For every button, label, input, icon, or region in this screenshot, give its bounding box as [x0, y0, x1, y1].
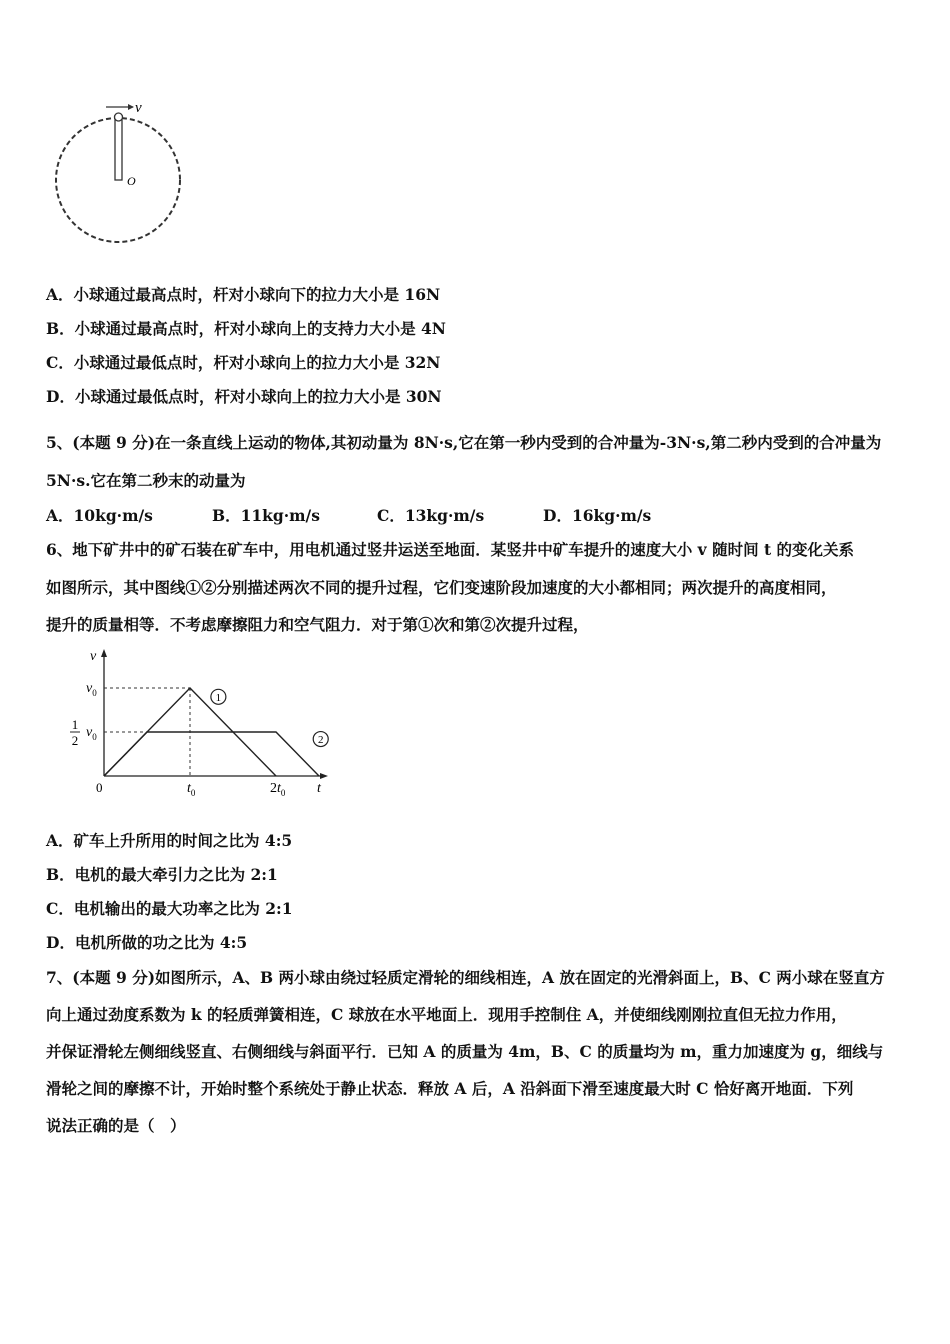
y-axis-arrowhead: [101, 649, 107, 657]
q4-option-a: A．小球通过最高点时，杆对小球向下的拉力大小是 16N: [46, 285, 441, 304]
x-axis-arrowhead: [320, 773, 328, 779]
series-line-2: [104, 732, 319, 776]
velocity-label: v: [135, 100, 142, 116]
half-numerator: 1: [71, 717, 79, 732]
q6-text-line3: 提升的质量相等．不考虑摩擦阻力和空气阻力．对于第①次和第②次提升过程，: [46, 615, 589, 634]
v0-tick-label: $v_0$: [86, 681, 97, 698]
half-denominator: 2: [71, 733, 79, 748]
q7-text-line4: 滑轮之间的摩擦不计，开始时整个系统处于静止状态．释放 A 后，A 沿斜面下滑至速度最大时 C 恰好离开地面．下列: [46, 1079, 854, 1098]
x-axis-label: t: [317, 781, 321, 796]
y-axis-label: v: [90, 649, 97, 664]
q5-option-b: B．11kg·m/s: [212, 506, 320, 525]
velocity-arrowhead: [128, 104, 134, 110]
origin-tick-label: 0: [96, 780, 103, 795]
q7-text-line5: 说法正确的是（ ）: [46, 1116, 186, 1135]
q7-text-line1: 7、(本题 9 分)如图所示，A、B 两小球由绕过轻质定滑轮的细线相连，A 放在固定的光滑斜面上，B、C 两小球在竖直方: [46, 968, 885, 987]
circle-figure: [50, 96, 190, 248]
2t0-tick-label: $2t_0$: [270, 781, 286, 798]
q4-option-c: C．小球通过最低点时，杆对小球向上的拉力大小是 32N: [46, 353, 441, 372]
q6-option-c: C．电机输出的最大功率之比为 2:1: [46, 899, 293, 918]
origin-label: O: [127, 174, 136, 188]
series-label-1: 1: [215, 691, 222, 704]
q4-option-b: B．小球通过最高点时，杆对小球向上的支持力大小是 4N: [46, 319, 446, 338]
q5-text-line1: 5、(本题 9 分)在一条直线上运动的物体,其初动量为 8N·s,它在第一秒内受到的合冲量为-3N·s,第二秒内受到的合冲量为: [46, 433, 882, 452]
q7-text-line2: 向上通过劲度系数为 k 的轻质弹簧相连，C 球放在水平地面上．现用手控制住 A，并使细线刚刚拉直但无拉力作用，: [46, 1005, 847, 1024]
q6-text-line2: 如图所示，其中图线①②分别描述两次不同的提升过程，它们变速阶段加速度的大小都相同；两次提升的高度相同，: [46, 578, 837, 597]
plot-area: [70, 681, 328, 798]
rod: [115, 120, 122, 180]
q7-text-line3: 并保证滑轮左侧细线竖直、右侧细线与斜面平行．已知 A 的质量为 4m，B、C 的质量均为 m，重力加速度为 g，细线与: [46, 1042, 884, 1061]
q6-option-a: A．矿车上升所用的时间之比为 4:5: [46, 831, 293, 850]
q4-option-d: D．小球通过最低点时，杆对小球向上的拉力大小是 30N: [46, 387, 442, 406]
half-v0-tick-label: $v_0$: [86, 725, 97, 742]
t0-tick-label: $t_0$: [187, 781, 196, 798]
q6-option-b: B．电机的最大牵引力之比为 2:1: [46, 865, 278, 884]
q5-option-c: C．13kg·m/s: [377, 506, 485, 525]
q5-option-d: D．16kg·m/s: [543, 506, 652, 525]
ball: [115, 113, 123, 121]
q6-text-line1: 6、地下矿井中的矿石装在矿车中，用电机通过竖井运送至地面．某竖井中矿车提升的速度大小 v 随时间 t 的变化关系: [46, 540, 855, 559]
series-label-2: 2: [317, 734, 324, 747]
q5-option-a: A．10kg·m/s: [46, 506, 153, 525]
q6-option-d: D．电机所做的功之比为 4:5: [46, 933, 248, 952]
velocity-time-chart: [44, 646, 344, 806]
q5-text-line2: 5N·s.它在第二秒末的动量为: [46, 471, 246, 490]
